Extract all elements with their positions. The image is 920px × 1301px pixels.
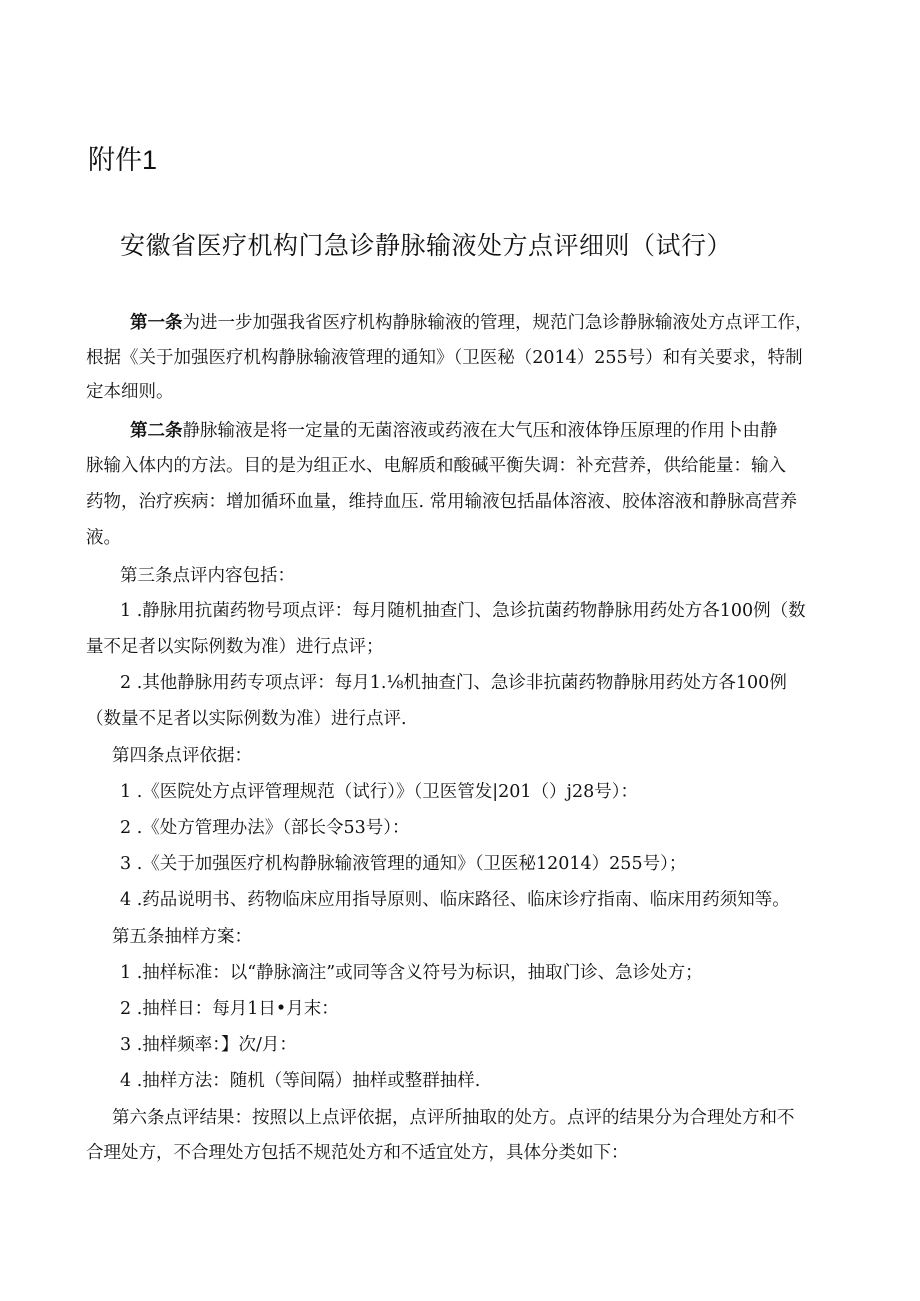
article-3-item-1-line-2: 量不足者以实际例数为准）进行点评；: [86, 637, 384, 657]
article-2-label: 第二条: [130, 420, 183, 440]
article-4-heading: [112, 744, 252, 767]
article-6-label: 第六条: [112, 1107, 165, 1127]
article-4-label: 第四条: [112, 745, 165, 765]
article-3-label: 第三条: [120, 565, 173, 585]
article-5-item-2: 2 .抽样日：每月1日•月末：: [120, 999, 339, 1019]
article-1-line-3: 定本细则。: [86, 382, 174, 402]
article-2-line-4: 液。: [86, 528, 121, 548]
article-4-item-3: 3 .《关于加强医疗机构静脉输液管理的通知》（卫医秘12014）255号）；: [120, 854, 687, 874]
article-5-item-1: 1 .抽样标准：以“静脉滴注”或同等含义符号为标识，抽取门诊、急诊处方；: [120, 963, 703, 983]
attachment-label: 附件1: [88, 145, 158, 175]
article-5-heading: [112, 925, 252, 948]
article-1-line-1: [130, 311, 813, 334]
article-5-item-4: 4 .抽样方法：随机（等间隔）抽样或整群抽样.: [120, 1071, 481, 1091]
article-3-item-2-line-2: （数量不足者以实际例数为准）进行点评.: [86, 709, 407, 729]
article-3-item-1-line-1: 1 .静脉用抗菌药物号项点评：每月随机抽查门、急诊抗菌药物静脉用药处方各100例（数: [120, 601, 806, 621]
article-1-text: 为进一步加强我省医疗机构静脉输液的管理，规范门急诊静脉输液处方点评工作，: [182, 313, 813, 333]
article-6-line-1: [112, 1106, 795, 1129]
article-4-item-1: 1 .《医院处方点评管理规范（试行）》（卫医管发|201（）j28号）：: [120, 782, 638, 802]
article-4-intro: 点评依据：: [164, 746, 252, 766]
article-4-item-2: 2 .《处方管理办法》（部长令53号）：: [120, 818, 410, 838]
article-3-heading: [120, 564, 295, 587]
article-2-line-3: 药物，治疗疾病：增加循环血量，维持血压. 常用输液包括晶体溶液、胶体溶液和静脉高营养: [86, 492, 798, 512]
article-6-text: 点评结果：按照以上点评依据，点评所抽取的处方。点评的结果分为合理处方和不: [164, 1108, 795, 1128]
article-2-line-1: [130, 419, 778, 442]
article-3-intro: 点评内容包括：: [172, 566, 295, 586]
article-5-label: 第五条: [112, 926, 165, 946]
article-3-item-2-line-1: 2 .其他静脉用药专项点评：每月1.⅛机抽查门、急诊非抗菌药物静脉用药处方各100例: [120, 673, 787, 693]
article-6-line-2: 合理处方，不合理处方包括不规范处方和不适宜处方，具体分类如下：: [86, 1143, 629, 1163]
article-5-intro: 抽样方案：: [164, 927, 252, 947]
article-1-line-2: 根据《关于加强医疗机构静脉输液管理的通知》（卫医秘（2014）255号）和有关要求，特制: [86, 348, 803, 368]
article-2-text: 静脉输液是将一定量的无菌溶液或药液在大气压和液体铮压原理的作用卜由静: [182, 421, 778, 441]
article-2-line-2: 脉输入体内的方法。目的是为组正水、电解质和酸碱平衡失调：补充营养，供给能量：输入: [86, 456, 786, 476]
article-4-item-4: 4 .药品说明书、药物临床应用指导原则、临床路径、临床诊疗指南、临床用药须知等。: [120, 890, 790, 910]
document-title: 安徽省医疗机构门急诊静脉输液处方点评细则（试行）: [120, 232, 733, 260]
article-1-label: 第一条: [130, 312, 183, 332]
article-5-item-3: 3 .抽样频率：】次/月：: [120, 1035, 297, 1055]
